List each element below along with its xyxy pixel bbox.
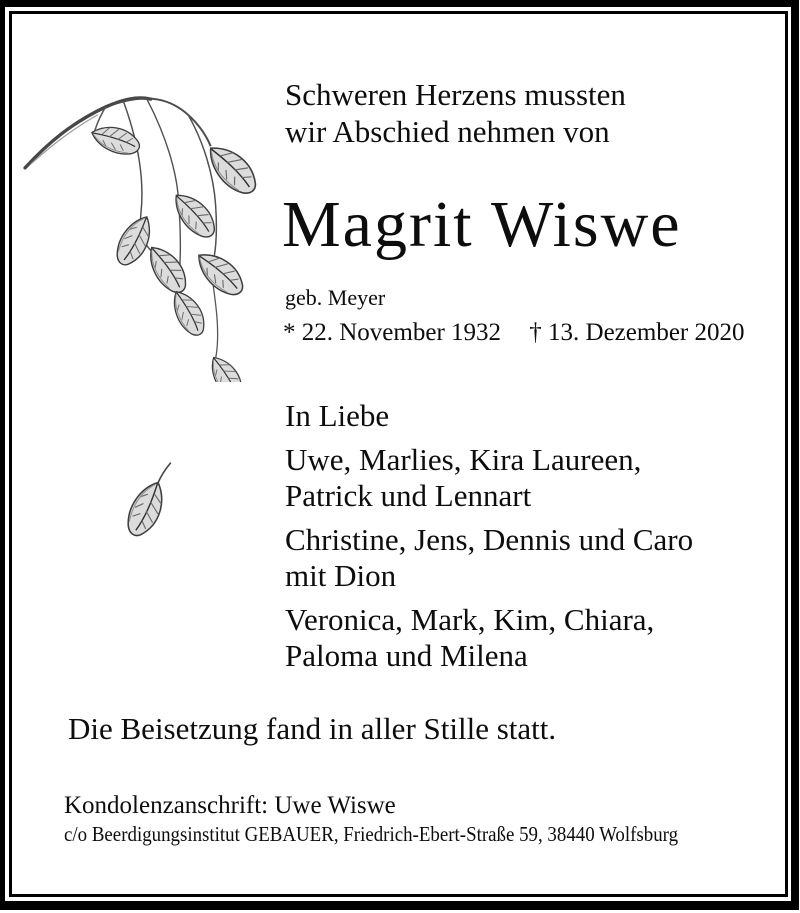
farewell-line: Veronica, Mark, Kim, Chiara, xyxy=(285,602,655,637)
farewell-line: Paloma und Milena xyxy=(285,638,528,673)
deceased-name: Magrit Wiswe xyxy=(282,188,682,261)
intro-text xyxy=(285,76,626,150)
burial-note: Die Beisetzung fand in aller Stille statt. xyxy=(68,711,557,746)
birth-date: * 22. November 1932 xyxy=(283,319,502,346)
branch-with-leaves-icon xyxy=(20,48,258,382)
farewell-block xyxy=(285,398,693,674)
intro-line-1: Schweren Herzens mussten xyxy=(285,77,626,112)
intro-line-2: wir Abschied nehmen von xyxy=(285,114,610,149)
farewell-line: Christine, Jens, Dennis und Caro xyxy=(285,522,694,557)
maiden-name: geb. Meyer xyxy=(285,285,386,310)
farewell-line: Uwe, Marlies, Kira Laureen, xyxy=(285,442,642,477)
condolence-recipient: Kondolenzanschrift: Uwe Wiswe xyxy=(64,792,396,819)
life-dates xyxy=(283,318,745,348)
farewell-line: Patrick und Lennart xyxy=(285,478,532,513)
farewell-line: mit Dion xyxy=(285,558,397,593)
fallen-leaf-icon xyxy=(104,458,198,550)
farewell-line: In Liebe xyxy=(285,398,390,433)
death-date: † 13. Dezember 2020 xyxy=(529,319,745,346)
condolence-address: c/o Beerdigungsinstitut GEBAUER, Friedrich-Ebert-Straße 59, 38440 Wolfsburg xyxy=(64,822,679,846)
